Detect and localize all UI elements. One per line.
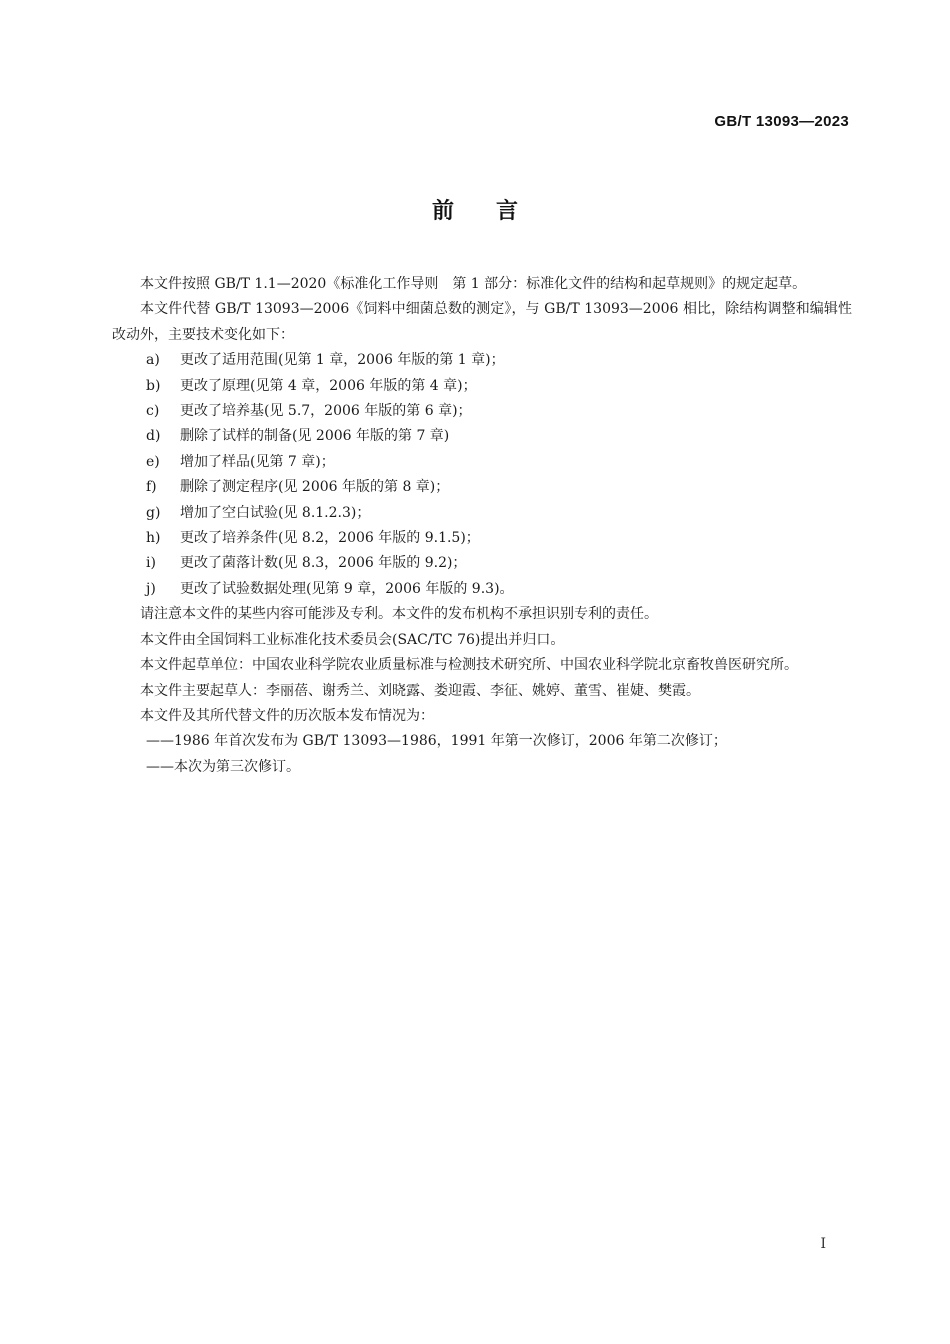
- paragraph-drafting-rules: 本文件按照 GB/T 1.1—2020《标准化工作导则 第 1 部分：标准化文件的结构和起草规则》的规定起草。: [140, 276, 807, 292]
- paragraph-committee: 本文件由全国饲料工业标准化技术委员会(SAC/TC 76)提出并归口。: [140, 631, 565, 648]
- list-item-mark: a): [146, 352, 160, 369]
- paragraph-patent-notice: 请注意本文件的某些内容可能涉及专利。本文件的发布机构不承担识别专利的责任。: [140, 606, 658, 623]
- page-number: I: [820, 1236, 826, 1252]
- paragraph-replaces: 本文件代替 GB/T 13093—2006《饲料中细菌总数的测定》，与 GB/T 13093—2006 相比，除结构调整和编辑性改动外，主要技术变化如下：: [112, 301, 852, 343]
- list-item-text: 更改了培养基(见 5.7，2006 年版的第 6 章)；: [180, 403, 472, 420]
- list-item: [112, 374, 852, 399]
- list-item: [112, 577, 852, 602]
- list-item-text: 更改了菌落计数(见 8.3，2006 年版的 9.2)；: [180, 555, 467, 572]
- page-title: 前言: [431, 199, 560, 224]
- list-item-mark: d): [146, 428, 161, 445]
- list-item: [112, 450, 852, 475]
- list-item-mark: b): [146, 377, 161, 394]
- technical-changes-list: [112, 348, 852, 602]
- paragraph-drafting-units: 本文件起草单位：中国农业科学院农业质量标准与检测技术研究所、中国农业科学院北京畜牧兽医研究所。: [140, 657, 798, 674]
- list-item: [112, 551, 852, 576]
- list-item: [112, 348, 852, 373]
- list-item-text: 增加了样品(见第 7 章)；: [180, 453, 335, 470]
- list-item: [112, 424, 852, 449]
- list-item-text: 删除了试样的制备(见 2006 年版的第 7 章): [180, 428, 450, 445]
- list-item-text: 更改了试验数据处理(见第 9 章，2006 年版的 9.3)。: [180, 580, 514, 597]
- list-item-mark: h): [146, 530, 161, 547]
- list-item-mark: j): [146, 580, 156, 597]
- list-item-mark: c): [146, 403, 160, 420]
- list-item-mark: g): [146, 504, 161, 521]
- list-item-mark: e): [146, 453, 160, 470]
- list-item-mark: i): [146, 555, 156, 572]
- paragraph-drafters: 本文件主要起草人：李丽蓓、谢秀兰、刘晓露、娄迎霞、李征、姚婷、董雪、崔婕、樊霞。: [140, 682, 700, 699]
- list-item-text: 增加了空白试验(见 8.1.2.3)；: [180, 504, 371, 521]
- foreword-body: [112, 272, 852, 780]
- paragraph-version-history: 本文件及其所代替文件的历次版本发布情况为：: [140, 707, 434, 724]
- list-item-text: 更改了培养条件(见 8.2，2006 年版的 9.1.5)；: [180, 530, 480, 547]
- list-item: [112, 501, 852, 526]
- history-item: ——本次为第三次修订。: [146, 758, 300, 775]
- list-item-mark: f): [146, 479, 157, 496]
- list-item: [112, 475, 852, 500]
- standard-number: GB/T 13093—2023: [714, 113, 849, 130]
- list-item-text: 删除了测定程序(见 2006 年版的第 8 章)；: [180, 479, 450, 496]
- list-item: [112, 399, 852, 424]
- list-item: [112, 526, 852, 551]
- history-item: ——1986 年首次发布为 GB/T 13093—1986，1991 年第一次修订，2006 年第二次修订；: [146, 733, 727, 750]
- list-item-text: 更改了原理(见第 4 章，2006 年版的第 4 章)；: [180, 377, 477, 394]
- list-item-text: 更改了适用范围(见第 1 章，2006 年版的第 1 章)；: [180, 352, 505, 369]
